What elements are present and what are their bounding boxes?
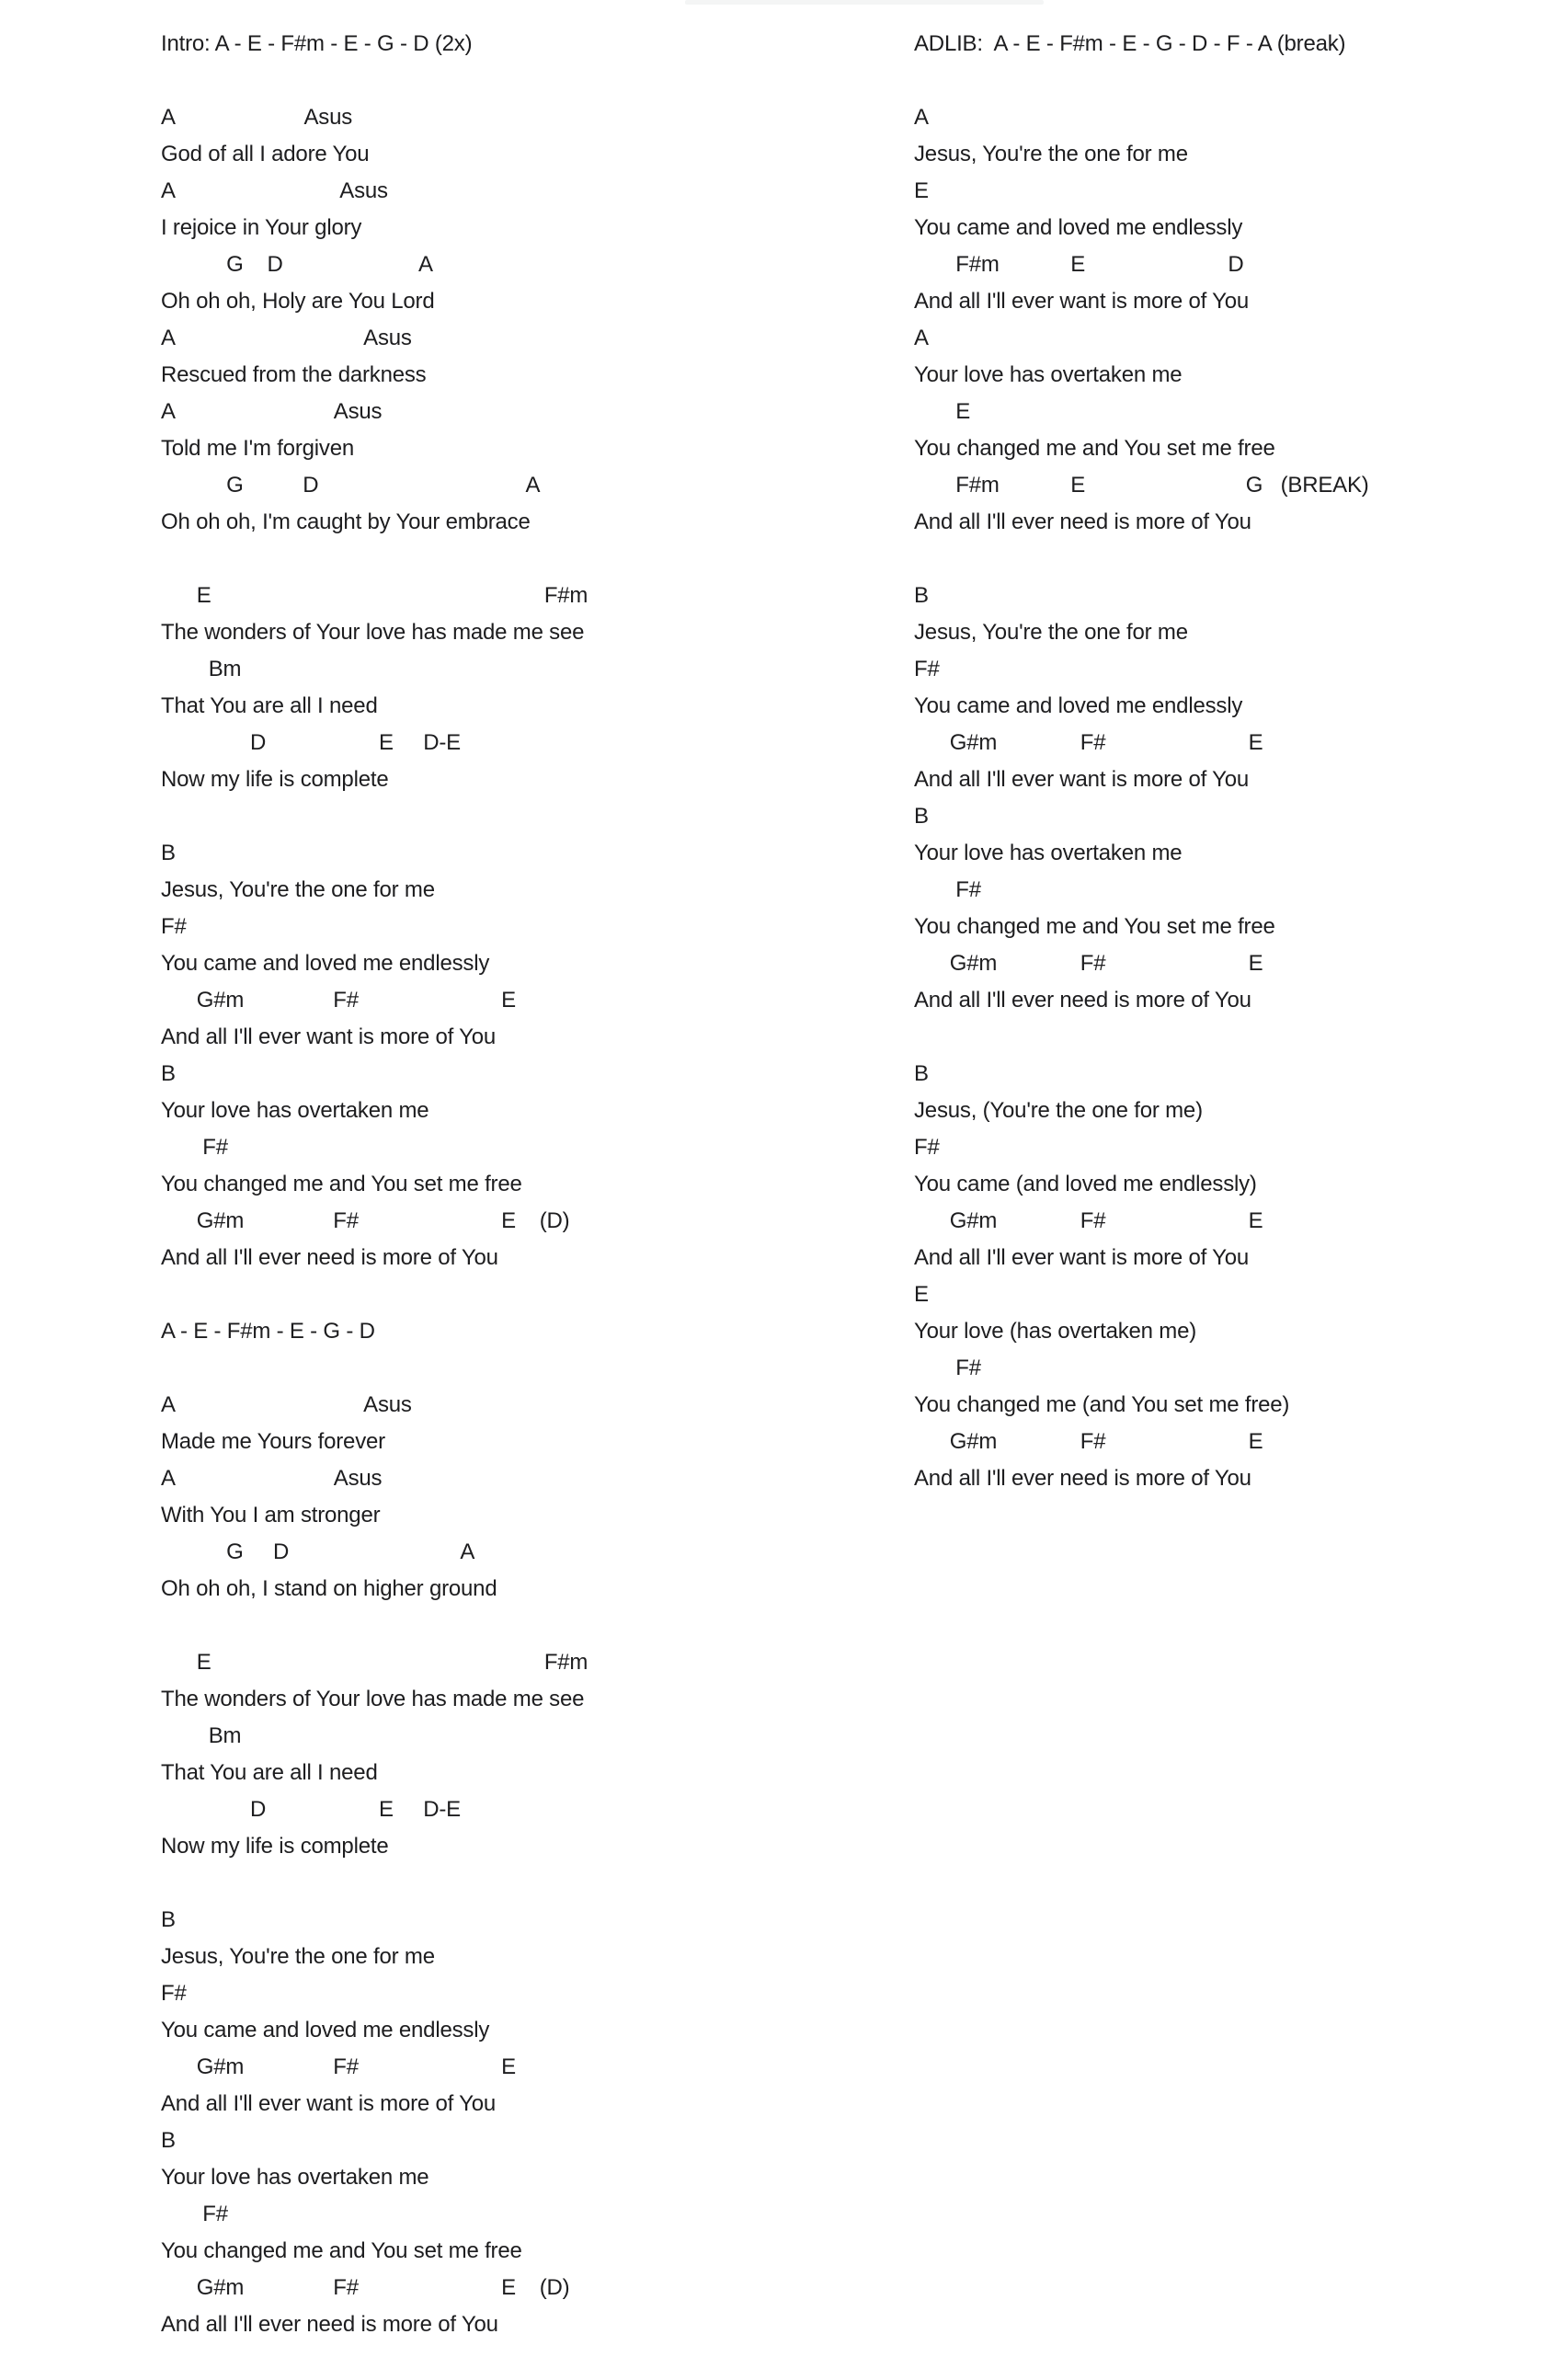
lyric-line: You came (and loved me endlessly): [914, 1172, 1257, 1196]
chord-line: A Asus: [161, 105, 353, 130]
lyric-line: The wonders of Your love has made me see: [161, 620, 585, 645]
cropped-title-fragment: [685, 0, 1044, 5]
lyric-line: Jesus, (You're the one for me): [914, 1098, 1203, 1123]
lyric-line: That You are all I need: [161, 1760, 378, 1785]
song-block: [161, 99, 588, 541]
song-block: [161, 1644, 588, 1865]
section-label: Intro: A - E - F#m - E - G - D (2x): [161, 31, 473, 56]
chord-line: A: [914, 326, 929, 350]
chord-line: G#m F# E: [161, 988, 516, 1013]
chord-line: F#: [161, 1981, 187, 2006]
lyric-line: Your love has overtaken me: [161, 1098, 429, 1123]
song-block: [161, 1387, 588, 1608]
lyric-line: Jesus, You're the one for me: [161, 1944, 435, 1969]
song-block: [914, 26, 1369, 63]
chord-line: B: [161, 1907, 176, 1932]
lyric-line: The wonders of Your love has made me see: [161, 1687, 585, 1711]
chord-line: D E D-E: [161, 1797, 461, 1822]
chord-line: B: [161, 2128, 176, 2153]
chord-line: G D A: [161, 1539, 475, 1564]
lyric-line: And all I'll ever need is more of You: [914, 509, 1251, 534]
chord-line: B: [914, 804, 929, 829]
lyric-line: Rescued from the darkness: [161, 362, 427, 387]
song-block: [914, 99, 1369, 541]
chord-line: B: [161, 841, 176, 865]
chord-line: E: [914, 178, 929, 203]
lyric-line: And all I'll ever want is more of You: [914, 767, 1250, 792]
chord-line: F#: [914, 1135, 940, 1160]
chord-line: E: [914, 399, 971, 424]
lyric-line: Jesus, You're the one for me: [914, 620, 1188, 645]
chord-line: F#: [161, 914, 187, 939]
song-block: [161, 1313, 588, 1350]
lyric-line: Jesus, You're the one for me: [161, 877, 435, 902]
lyric-line: You came and loved me endlessly: [161, 951, 490, 976]
section-label: ADLIB: A - E - F#m - E - G - D - F - A (break): [914, 31, 1346, 56]
chord-line: G#m F# E: [914, 1429, 1263, 1454]
lyric-line: You came and loved me endlessly: [914, 693, 1243, 718]
chord-line: G#m F# E (D): [161, 1208, 570, 1233]
lyric-line: Now my life is complete: [161, 1834, 389, 1859]
lyric-line: Jesus, You're the one for me: [914, 142, 1188, 166]
lyric-line: You came and loved me endlessly: [161, 2018, 490, 2042]
lyric-line: Your love has overtaken me: [914, 841, 1183, 865]
chord-line: A: [914, 105, 929, 130]
song-block: [161, 1902, 588, 2343]
lyric-line: Made me Yours forever: [161, 1429, 385, 1454]
lyric-line: You changed me and You set me free: [914, 914, 1275, 939]
lyric-line: You came and loved me endlessly: [914, 215, 1243, 240]
chord-line: A Asus: [161, 326, 412, 350]
right-column: [914, 26, 1369, 1534]
chord-line: F#m E D: [914, 252, 1244, 277]
lyric-line: And all I'll ever need is more of You: [914, 988, 1251, 1013]
lyric-line: And all I'll ever need is more of You: [161, 2312, 498, 2337]
chord-line: G#m F# E: [161, 2054, 516, 2079]
chord-line: F#: [161, 2202, 228, 2226]
chord-line: F#: [161, 1135, 228, 1160]
lyric-line: And all I'll ever want is more of You: [914, 289, 1250, 314]
lyric-line: And all I'll ever need is more of You: [161, 1245, 498, 1270]
chord-line: B: [914, 1061, 929, 1086]
lyric-line: You changed me (and You set me free): [914, 1392, 1290, 1417]
lyric-line: Oh oh oh, Holy are You Lord: [161, 289, 435, 314]
chord-line: G#m F# E (D): [161, 2275, 570, 2300]
lyric-line: Oh oh oh, I'm caught by Your embrace: [161, 509, 531, 534]
chord-line: F#: [914, 877, 981, 902]
lyric-line: Your love has overtaken me: [914, 362, 1183, 387]
chord-line: G#m F# E: [914, 730, 1263, 755]
lyric-line: Oh oh oh, I stand on higher ground: [161, 1576, 497, 1601]
chord-line: F#: [914, 1356, 981, 1380]
lyric-line: And all I'll ever want is more of You: [914, 1245, 1250, 1270]
lyric-line: I rejoice in Your glory: [161, 215, 362, 240]
chord-line: F#: [914, 657, 940, 681]
song-block: [161, 835, 588, 1276]
chord-line: E F#m: [161, 583, 588, 608]
lyric-line: You changed me and You set me free: [161, 2238, 522, 2263]
lyric-line: Now my life is complete: [161, 767, 389, 792]
song-block: [161, 578, 588, 798]
chord-line: A Asus: [161, 178, 388, 203]
chord-line: D E D-E: [161, 730, 461, 755]
song-block: [914, 1056, 1369, 1497]
chord-line: G D A: [161, 473, 541, 498]
chord-line: E F#m: [161, 1650, 588, 1675]
chord-line: E: [914, 1282, 929, 1307]
left-column: [161, 26, 588, 2380]
lyric-line: And all I'll ever want is more of You: [161, 2091, 497, 2116]
chord-line: G D A: [161, 252, 433, 277]
section-label: A - E - F#m - E - G - D: [161, 1319, 375, 1344]
lyric-line: You changed me and You set me free: [161, 1172, 522, 1196]
lyric-line: You changed me and You set me free: [914, 436, 1275, 461]
song-block: [161, 26, 588, 63]
lyric-line: Your love has overtaken me: [161, 2165, 429, 2190]
lyric-line: That You are all I need: [161, 693, 378, 718]
chord-line: Bm: [161, 1723, 242, 1748]
lyric-line: With You I am stronger: [161, 1503, 381, 1528]
chord-line: F#m E G (BREAK): [914, 473, 1369, 498]
chord-line: A Asus: [161, 1392, 412, 1417]
lyric-line: Told me I'm forgiven: [161, 436, 354, 461]
chord-line: B: [161, 1061, 176, 1086]
lyric-line: And all I'll ever need is more of You: [914, 1466, 1251, 1491]
lyric-line: Your love (has overtaken me): [914, 1319, 1197, 1344]
chord-line: B: [914, 583, 929, 608]
chord-line: A Asus: [161, 1466, 383, 1491]
lyric-line: And all I'll ever want is more of You: [161, 1024, 497, 1049]
chord-line: Bm: [161, 657, 242, 681]
chord-line: G#m F# E: [914, 1208, 1263, 1233]
lyric-line: God of all I adore You: [161, 142, 370, 166]
chord-line: G#m F# E: [914, 951, 1263, 976]
chord-line: A Asus: [161, 399, 383, 424]
song-block: [914, 578, 1369, 1019]
